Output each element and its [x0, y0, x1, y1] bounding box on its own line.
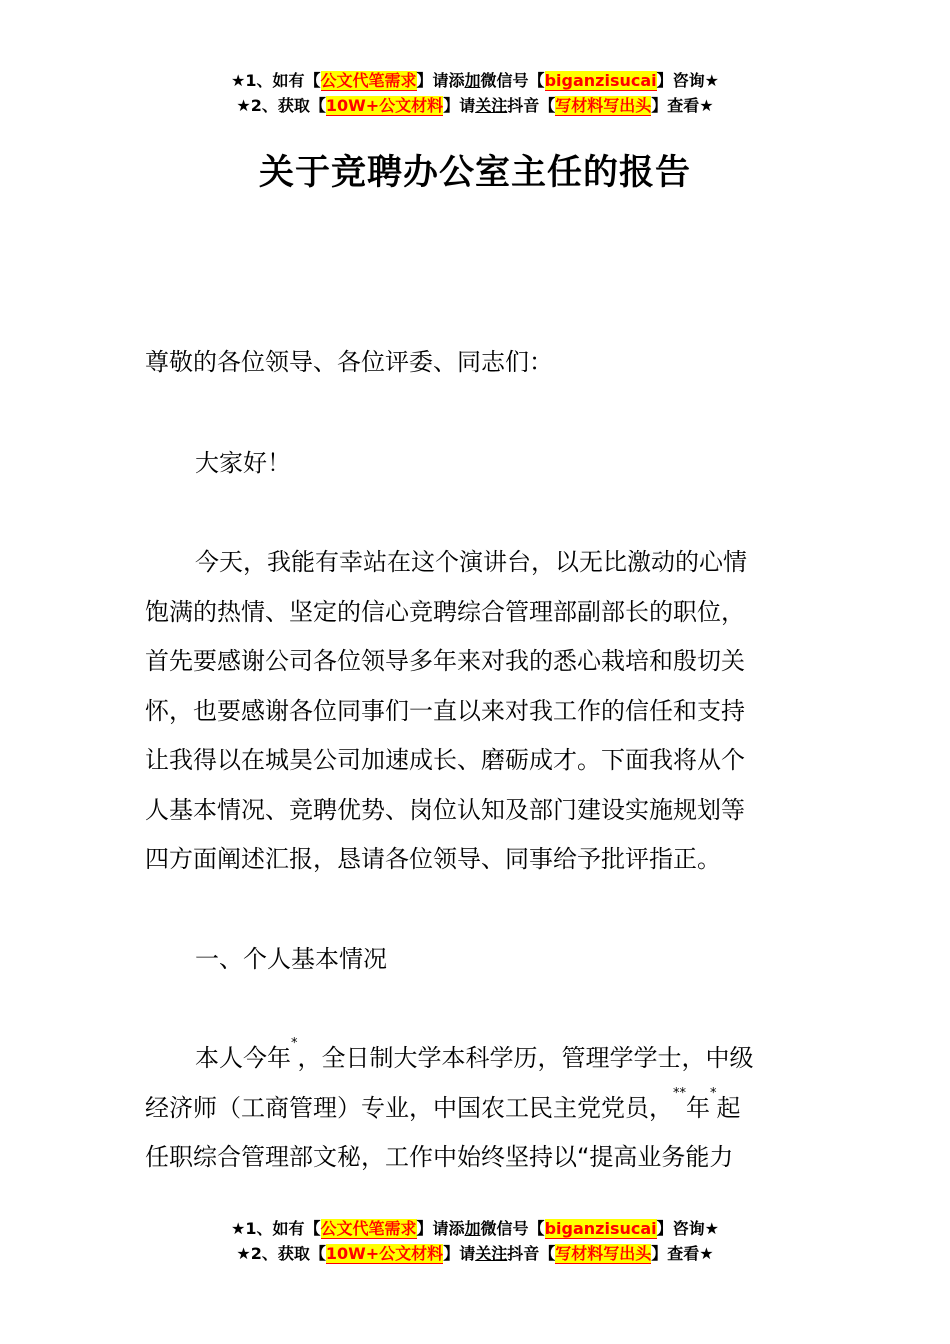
banner-line-1: ★1、如有【公文代笔需求】请添加微信号【biganzisucai】咨询★ [231, 1219, 719, 1238]
banner-line-1: ★1、如有【公文代笔需求】请添加微信号【biganzisucai】咨询★ [231, 71, 719, 90]
document-title: 关于竞聘办公室主任的报告 [258, 153, 691, 193]
paragraph-line: 任职综合管理部文秘，工作中始终坚持以“提高业务能力 [145, 1143, 734, 1171]
paragraph-line: 怀，也要感谢各位同事们一直以来对我工作的信任和支持 [145, 696, 745, 725]
highlight-wechat-id: biganzisucai [544, 1219, 657, 1238]
paragraph-line: 人基本情况、竞聘优势、岗位认知及部门建设实施规划等 [145, 795, 745, 824]
paragraph-line: 经济师（工商管理）专业，中国农工民主党党员，**年*起 [145, 1085, 741, 1122]
paragraph-line: 首先要感谢公司各位领导多年来对我的悉心栽培和殷切关 [145, 647, 745, 675]
highlight-douyin: 写材料写出头 [555, 96, 652, 115]
highlight-service: 公文代笔需求 [320, 1219, 417, 1238]
highlight-materials: 10W+公文材料 [325, 96, 444, 115]
footer-banner [0, 1216, 950, 1266]
highlight-wechat-id: biganzisucai [544, 71, 657, 90]
greeting: 大家好！ [195, 449, 291, 477]
paragraph-intro [145, 538, 807, 885]
paragraph-line: 四方面阐述汇报，恳请各位领导、同事给予批评指正。 [145, 845, 721, 873]
banner-line-2: ★2、获取【10W+公文材料】请关注抖音【写材料写出头】查看★ [236, 1244, 714, 1263]
paragraph-personal-info [145, 1034, 807, 1183]
header-banner [0, 68, 950, 118]
highlight-douyin: 写材料写出头 [555, 1244, 652, 1263]
highlight-materials: 10W+公文材料 [325, 1244, 444, 1263]
paragraph-line: 本人今年*，全日制大学本科学历，管理学学士，中级 [195, 1036, 754, 1072]
paragraph-line: 让我得以在城昊公司加速成长、磨砺成才。下面我将从个 [145, 746, 745, 774]
salutation: 尊敬的各位领导、各位评委、同志们： [145, 348, 553, 376]
paragraph-line: 今天，我能有幸站在这个演讲台，以无比激动的心情 [195, 548, 747, 576]
section-heading: 一、个人基本情况 [195, 945, 387, 973]
highlight-service: 公文代笔需求 [320, 71, 417, 90]
paragraph-line: 饱满的热情、坚定的信心竞聘综合管理部副部长的职位， [145, 597, 745, 626]
banner-line-2: ★2、获取【10W+公文材料】请关注抖音【写材料写出头】查看★ [236, 96, 714, 115]
